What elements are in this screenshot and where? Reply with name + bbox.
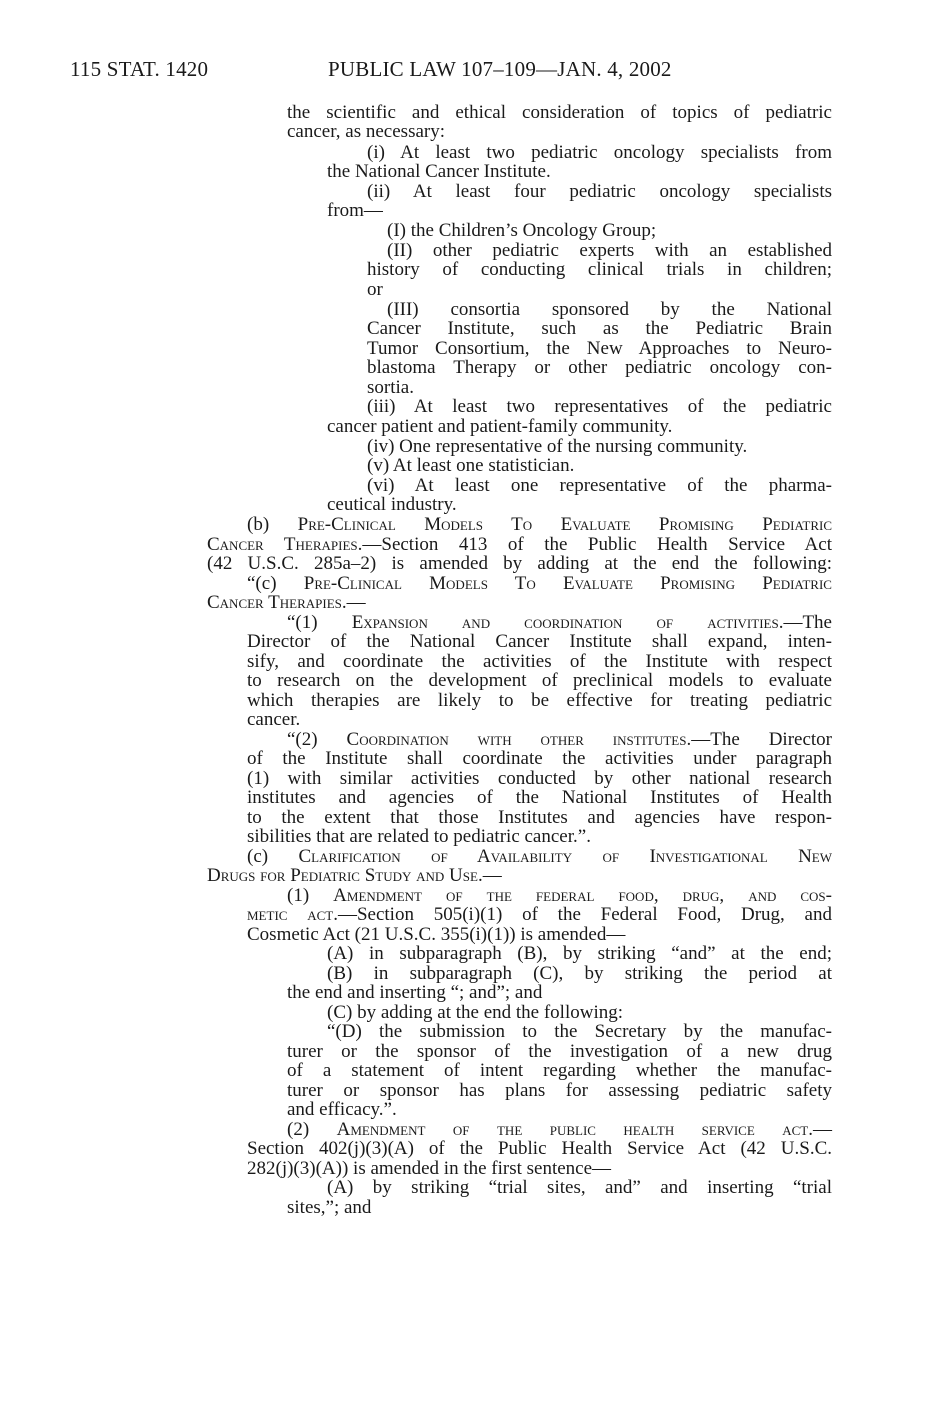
text-line [287, 885, 832, 906]
text-run: to research on the development of preclinical models to evaluate [247, 670, 832, 691]
text-line [247, 846, 832, 867]
text-run: turer or the sponsor of the investigation of a new drug [287, 1041, 832, 1062]
text-line [287, 1119, 832, 1140]
text-line [247, 748, 832, 769]
small-caps-heading: Amendment of the federal food, drug, and cos- [333, 885, 832, 906]
text-run: cancer. [247, 709, 301, 730]
text-line [207, 592, 366, 613]
text-run: turer or sponsor has plans for assessing pediatric safety [287, 1080, 832, 1101]
text-line [247, 904, 832, 925]
text-line [247, 690, 832, 711]
text-line [387, 299, 832, 320]
page-stat-citation: 115 STAT. 1420 [70, 57, 209, 81]
text-run: (c) [247, 846, 299, 867]
text-line [247, 670, 832, 691]
text-line [287, 612, 832, 633]
text-line [287, 121, 445, 142]
text-line [387, 220, 656, 241]
text-line [207, 534, 832, 555]
text-line [367, 181, 832, 202]
text-run: (2) [287, 1119, 337, 1140]
text-run: cancer patient and patient-family community. [327, 416, 673, 437]
text-line [367, 455, 574, 476]
text-run: Cosmetic Act (21 U.S.C. 355(i)(1)) is amended— [247, 924, 626, 945]
text-line [367, 338, 832, 359]
text-line [367, 279, 383, 300]
text-run: (iv) One representative of the nursing community. [367, 436, 748, 457]
text-line [247, 787, 832, 808]
text-run: or [367, 279, 383, 300]
text-run: — [813, 1119, 833, 1140]
text-line [287, 1080, 832, 1101]
text-run: the end and inserting “; and”; and [287, 982, 543, 1003]
small-caps-heading: Expansion and coordination of activities. [351, 612, 784, 633]
text-line [287, 1197, 371, 1218]
text-line [327, 943, 832, 964]
small-caps-heading: Cancer Therapies. [207, 592, 347, 613]
text-run: sify, and coordinate the activities of the Institute with respect [247, 651, 832, 672]
text-line [207, 553, 832, 574]
text-run: to the extent that those Institutes and agencies have respon- [247, 807, 832, 828]
page-running-head: PUBLIC LAW 107–109—JAN. 4, 2002 [328, 57, 672, 81]
text-line [327, 161, 551, 182]
text-line [327, 963, 832, 984]
small-caps-heading: Pre-Clinical Models To Evaluate Promising Pediatric [297, 514, 833, 535]
text-run: history of conducting clinical trials in children; [367, 259, 832, 280]
text-run: ceutical industry. [327, 494, 457, 515]
text-line [367, 436, 832, 457]
text-run: Tumor Consortium, the New Approaches to Neuro- [367, 338, 832, 359]
text-line [247, 924, 625, 945]
text-run: the National Cancer Institute. [327, 161, 551, 182]
text-run: —The Director [691, 729, 833, 750]
text-line [247, 631, 832, 652]
text-run: (iii) At least two representatives of the pediatric [367, 396, 832, 417]
text-run: (42 U.S.C. 285a–2) is amended by adding at the end the following: [207, 553, 832, 574]
text-line [327, 416, 672, 437]
small-caps-heading: Coordination with other institutes. [346, 729, 692, 750]
text-line [327, 1177, 832, 1198]
text-line [367, 142, 832, 163]
text-line [247, 826, 591, 847]
text-line [287, 1041, 832, 1062]
text-run: —The [783, 612, 832, 633]
text-run: (A) by striking “trial sites, and” and inserting “trial [327, 1177, 832, 1198]
text-run: —Section 413 of the Public Health Service Act [362, 534, 832, 555]
text-run: and efficacy.”. [287, 1099, 397, 1120]
text-line [247, 1138, 832, 1159]
text-line [367, 377, 414, 398]
text-run: “(2) [287, 729, 347, 750]
text-line [367, 475, 832, 496]
text-run: sites,”; and [287, 1197, 372, 1218]
text-line [247, 1158, 611, 1179]
text-line [287, 102, 832, 123]
small-caps-heading: Amendment of the public health service act. [336, 1119, 814, 1140]
text-run: (C) by adding at the end the following: [327, 1002, 624, 1023]
text-run: (A) in subparagraph (B), by striking “and” at the end; [327, 943, 832, 964]
text-line [287, 1060, 832, 1081]
text-run: the scientific and ethical consideration of topics of pediatric [287, 102, 832, 123]
text-line [247, 709, 300, 730]
text-run: Director of the National Cancer Institute shall expand, inten- [247, 631, 832, 652]
text-line [367, 396, 832, 417]
text-line [367, 318, 832, 339]
text-run: 282(j)(3)(A)) is amended in the first sentence— [247, 1158, 612, 1179]
text-line [387, 240, 832, 261]
text-line [287, 982, 542, 1003]
text-line [247, 573, 832, 594]
text-run: (v) At least one statistician. [367, 455, 575, 476]
text-line [247, 807, 832, 828]
text-line [327, 200, 383, 221]
text-run: (i) At least two pediatric oncology specialists from [367, 142, 832, 163]
text-run: of the Institute shall coordinate the activities under paragraph [247, 748, 832, 769]
text-run: from— [327, 200, 383, 221]
text-run: which therapies are likely to be effective for treating pediatric [247, 690, 832, 711]
small-caps-heading: Drugs for Pediatric Study and Use. [207, 865, 483, 886]
text-line [327, 494, 457, 515]
text-line [327, 1021, 832, 1042]
text-run: (vi) At least one representative of the pharma- [367, 475, 832, 496]
text-run: of a statement of intent regarding whether the manufac- [287, 1060, 832, 1081]
text-line [327, 1002, 623, 1023]
text-run: —Section 505(i)(1) of the Federal Food, Drug, and [337, 904, 832, 925]
text-run: blastoma Therapy or other pediatric oncology con- [367, 357, 832, 378]
text-run: (III) consortia sponsored by the National [387, 299, 832, 320]
text-line [287, 1099, 397, 1120]
text-run: institutes and agencies of the National Institutes of Health [247, 787, 832, 808]
small-caps-heading: Clarification of Availability of Investigational New [298, 846, 832, 867]
text-run: (I) the Children’s Oncology Group; [387, 220, 657, 241]
text-run: “(D) the submission to the Secretary by the manufac- [327, 1021, 832, 1042]
text-line [247, 651, 832, 672]
text-line [207, 865, 502, 886]
text-run: (1) [287, 885, 334, 906]
text-line [367, 259, 832, 280]
text-run: — [346, 592, 366, 613]
text-run: “(c) [247, 573, 304, 594]
text-run: (B) in subparagraph (C), by striking the period at [327, 963, 832, 984]
text-run: (ii) At least four pediatric oncology specialists [367, 181, 832, 202]
text-run: — [482, 865, 502, 886]
text-run: sibilities that are related to pediatric cancer.”. [247, 826, 591, 847]
text-line [367, 357, 832, 378]
text-run: cancer, as necessary: [287, 121, 446, 142]
text-run: Cancer Institute, such as the Pediatric Brain [367, 318, 832, 339]
text-line [287, 729, 832, 750]
text-line [247, 768, 832, 789]
text-run: Section 402(j)(3)(A) of the Public Health Service Act (42 U.S.C. [247, 1138, 832, 1159]
small-caps-heading: Cancer Therapies. [207, 534, 363, 555]
text-run: (1) with similar activities conducted by other national research [247, 768, 832, 789]
text-run: (II) other pediatric experts with an established [387, 240, 832, 261]
text-line [247, 514, 832, 535]
text-run: (b) [247, 514, 298, 535]
small-caps-heading: metic act. [247, 904, 338, 925]
text-run: sortia. [367, 377, 414, 398]
text-run: “(1) [287, 612, 352, 633]
small-caps-heading: Pre-Clinical Models To Evaluate Promising Pediatric [303, 573, 832, 594]
